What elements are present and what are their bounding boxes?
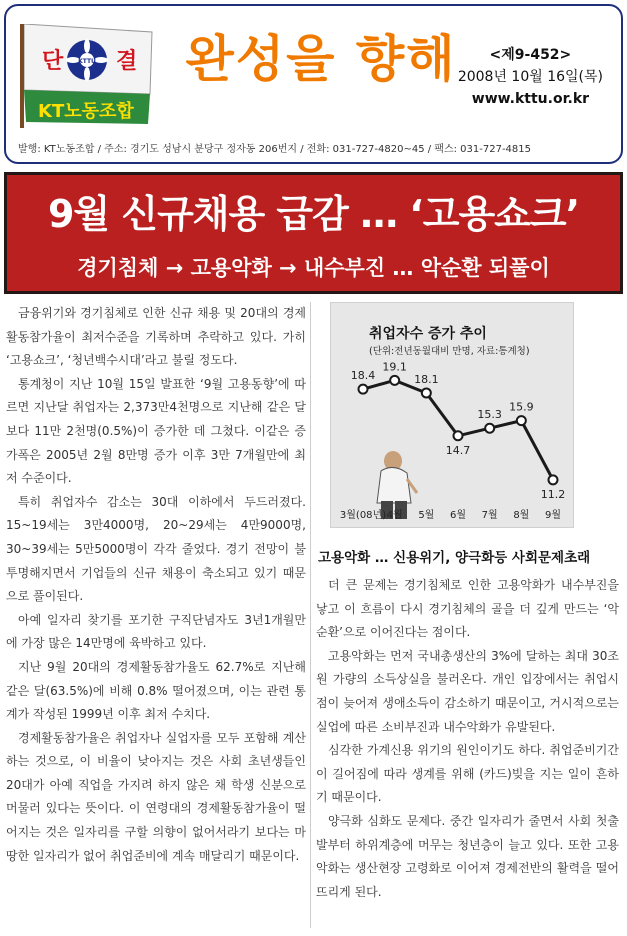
website-url[interactable]: www.kttu.or.kr: [471, 91, 590, 107]
x-tick-label: 6월: [449, 510, 467, 521]
data-point: [485, 424, 494, 433]
column-divider: [310, 302, 311, 928]
paper-title: 완성을 향해: [185, 30, 457, 88]
masthead: [4, 4, 623, 164]
data-point: [359, 385, 368, 394]
flag-bottom-text: KT노동조합: [38, 101, 134, 122]
paragraph: 지난 9월 20대의 경제활동참가율도 62.7%로 지난해 같은 달(63.5%)에 비해 0.8% 떨어졌으며, 이는 관련 통계가 작성된 1999년 이후 최저 수치다.: [6, 659, 306, 722]
data-label: 19.1: [382, 360, 407, 374]
right-section-heading: 고용악화 … 신용위기, 양극화등 사회문제초래: [318, 550, 591, 566]
employment-chart: [330, 302, 574, 528]
paragraph: 경제활동참가율은 취업자나 실업자를 모두 포함해 계산하는 것으로, 이 비율이 낮아지는 것은 사회 초년생들인 20대가 아예 직업을 가지려 하지 않은 채 학생 신분으로 머물러 있다는 뜻이다. 이 연령대의 경제활동참가율이 떨어지는 것은 일자리를 구할 의향이 없어서라기 보다는 마땅한 일자리가 없어 취업준비에 계속 매달리기 때문이다.: [6, 730, 306, 863]
union-flag-logo: [18, 24, 156, 128]
paragraph: 양극화 심화도 문제다. 중간 일자리가 줄면서 사회 첫출발부터 하위계층에 머무는 청년층이 늘고 있다. 또한 고용악화는 생산현장 고령화로 이어져 경제전반의 활력을 떨어뜨리게 된다.: [316, 813, 619, 899]
paragraph: 통계청이 지난 10월 15일 발표한 ‘9월 고용동향’에 따르면 지난달 취업자는 2,373만4천명으로 지난해 같은 달보다 11만 2천명(0.5%)이 증가한 데 그쳤다. 이같은 증가폭은 2005년 2월 8만명 증가 이후 3만 7개월만에 최저 수준이다.: [6, 376, 306, 486]
flag-char-1: 단: [42, 49, 64, 74]
paragraph: 아예 일자리 찾기를 포기한 구직단념자도 3년1개월만에 가장 많은 14만명에 육박하고 있다.: [6, 612, 306, 651]
data-point: [422, 388, 431, 397]
data-point: [549, 475, 558, 484]
paragraph: 고용악화는 먼저 국내총생산의 3%에 달하는 최대 30조원 가량의 소득상실을 불러온다. 개인 입장에서는 취업시점이 늦어져 생애소득이 감소하기 때문이고, 거시적으로는 실업에 따른 소비부진과 내수악화가 유발된다.: [316, 648, 619, 734]
data-point: [454, 431, 463, 440]
data-label: 18.4: [350, 369, 376, 383]
headline-banner: [4, 172, 623, 294]
article-left-column: [6, 302, 306, 868]
x-tick-label: 5월: [418, 510, 435, 521]
publisher-line: 발행: KT노동조합 / 주소: 경기도 성남시 분당구 정자동 206번지 / 전화: 031-727-4820~45 / 팩스: 031-727-4815: [18, 144, 532, 155]
worried-man-illustration: [377, 451, 417, 519]
paragraph: 더 큰 문제는 경기침체로 인한 고용악화가 내수부진을 낳고 이 흐름이 다시 경기침체의 골을 더 깊게 만드는 ‘악순환’으로 이어진다는 점이다.: [316, 578, 619, 640]
x-tick-label: 7월: [481, 510, 498, 521]
data-point: [390, 376, 399, 385]
subheadline: 경기침체 → 고용악화 → 내수부진 … 악순환 되풀이: [77, 256, 550, 280]
data-label: 15.3: [477, 408, 502, 422]
paragraph: 특히 취업자수 감소는 30대 이하에서 두드러졌다. 15~19세는 3만4000명, 20~29세는 4만9000명, 30~39세는 5만5000명이 각각 줄었다. 경기 전망이 불투명해지면서 기업들의 신규 채용이 축소되고 있기 때문으로 풀이된다.: [6, 494, 306, 604]
headline: 9월 신규채용 급감 … ‘고용쇼크’: [47, 192, 580, 236]
data-label: 14.7: [445, 443, 471, 457]
data-label: 15.9: [509, 400, 534, 414]
issue-info: [458, 44, 603, 110]
chart-subtitle: (단위:전년동월대비 만명, 자료:통계청): [369, 346, 530, 357]
flag-kttu-text: KTTU: [78, 58, 96, 65]
x-tick-label: 8월: [513, 510, 530, 521]
data-label: 11.2: [540, 487, 566, 501]
paragraph: 금융위기와 경기침체로 인한 신규 채용 및 20대의 경제활동참가율이 최저수준을 기록하며 추락하고 있다. 가히 ‘고용쇼크’, ‘청년백수시대’라고 불릴 정도다.: [6, 306, 306, 368]
data-point: [517, 416, 526, 425]
x-tick-label: 9월: [544, 510, 562, 521]
data-label: 18.1: [414, 372, 439, 386]
issue-number: <제9-452>: [489, 47, 572, 63]
article-right-column: [316, 574, 619, 904]
x-tick-label: 3월(08년): [339, 510, 387, 521]
x-tick-label: 4월: [386, 510, 403, 521]
flag-char-2: 결: [116, 49, 138, 74]
chart-title: 취업자수 증가 추이: [369, 326, 487, 342]
issue-date: 2008년 10월 16일(목): [457, 69, 603, 85]
paragraph: 심각한 가계신용 위기의 원인이기도 하다. 취업준비기간이 길어짐에 따라 생계를 위해 (카드)빚을 지는 일이 흔하기 때문이다.: [316, 743, 619, 805]
